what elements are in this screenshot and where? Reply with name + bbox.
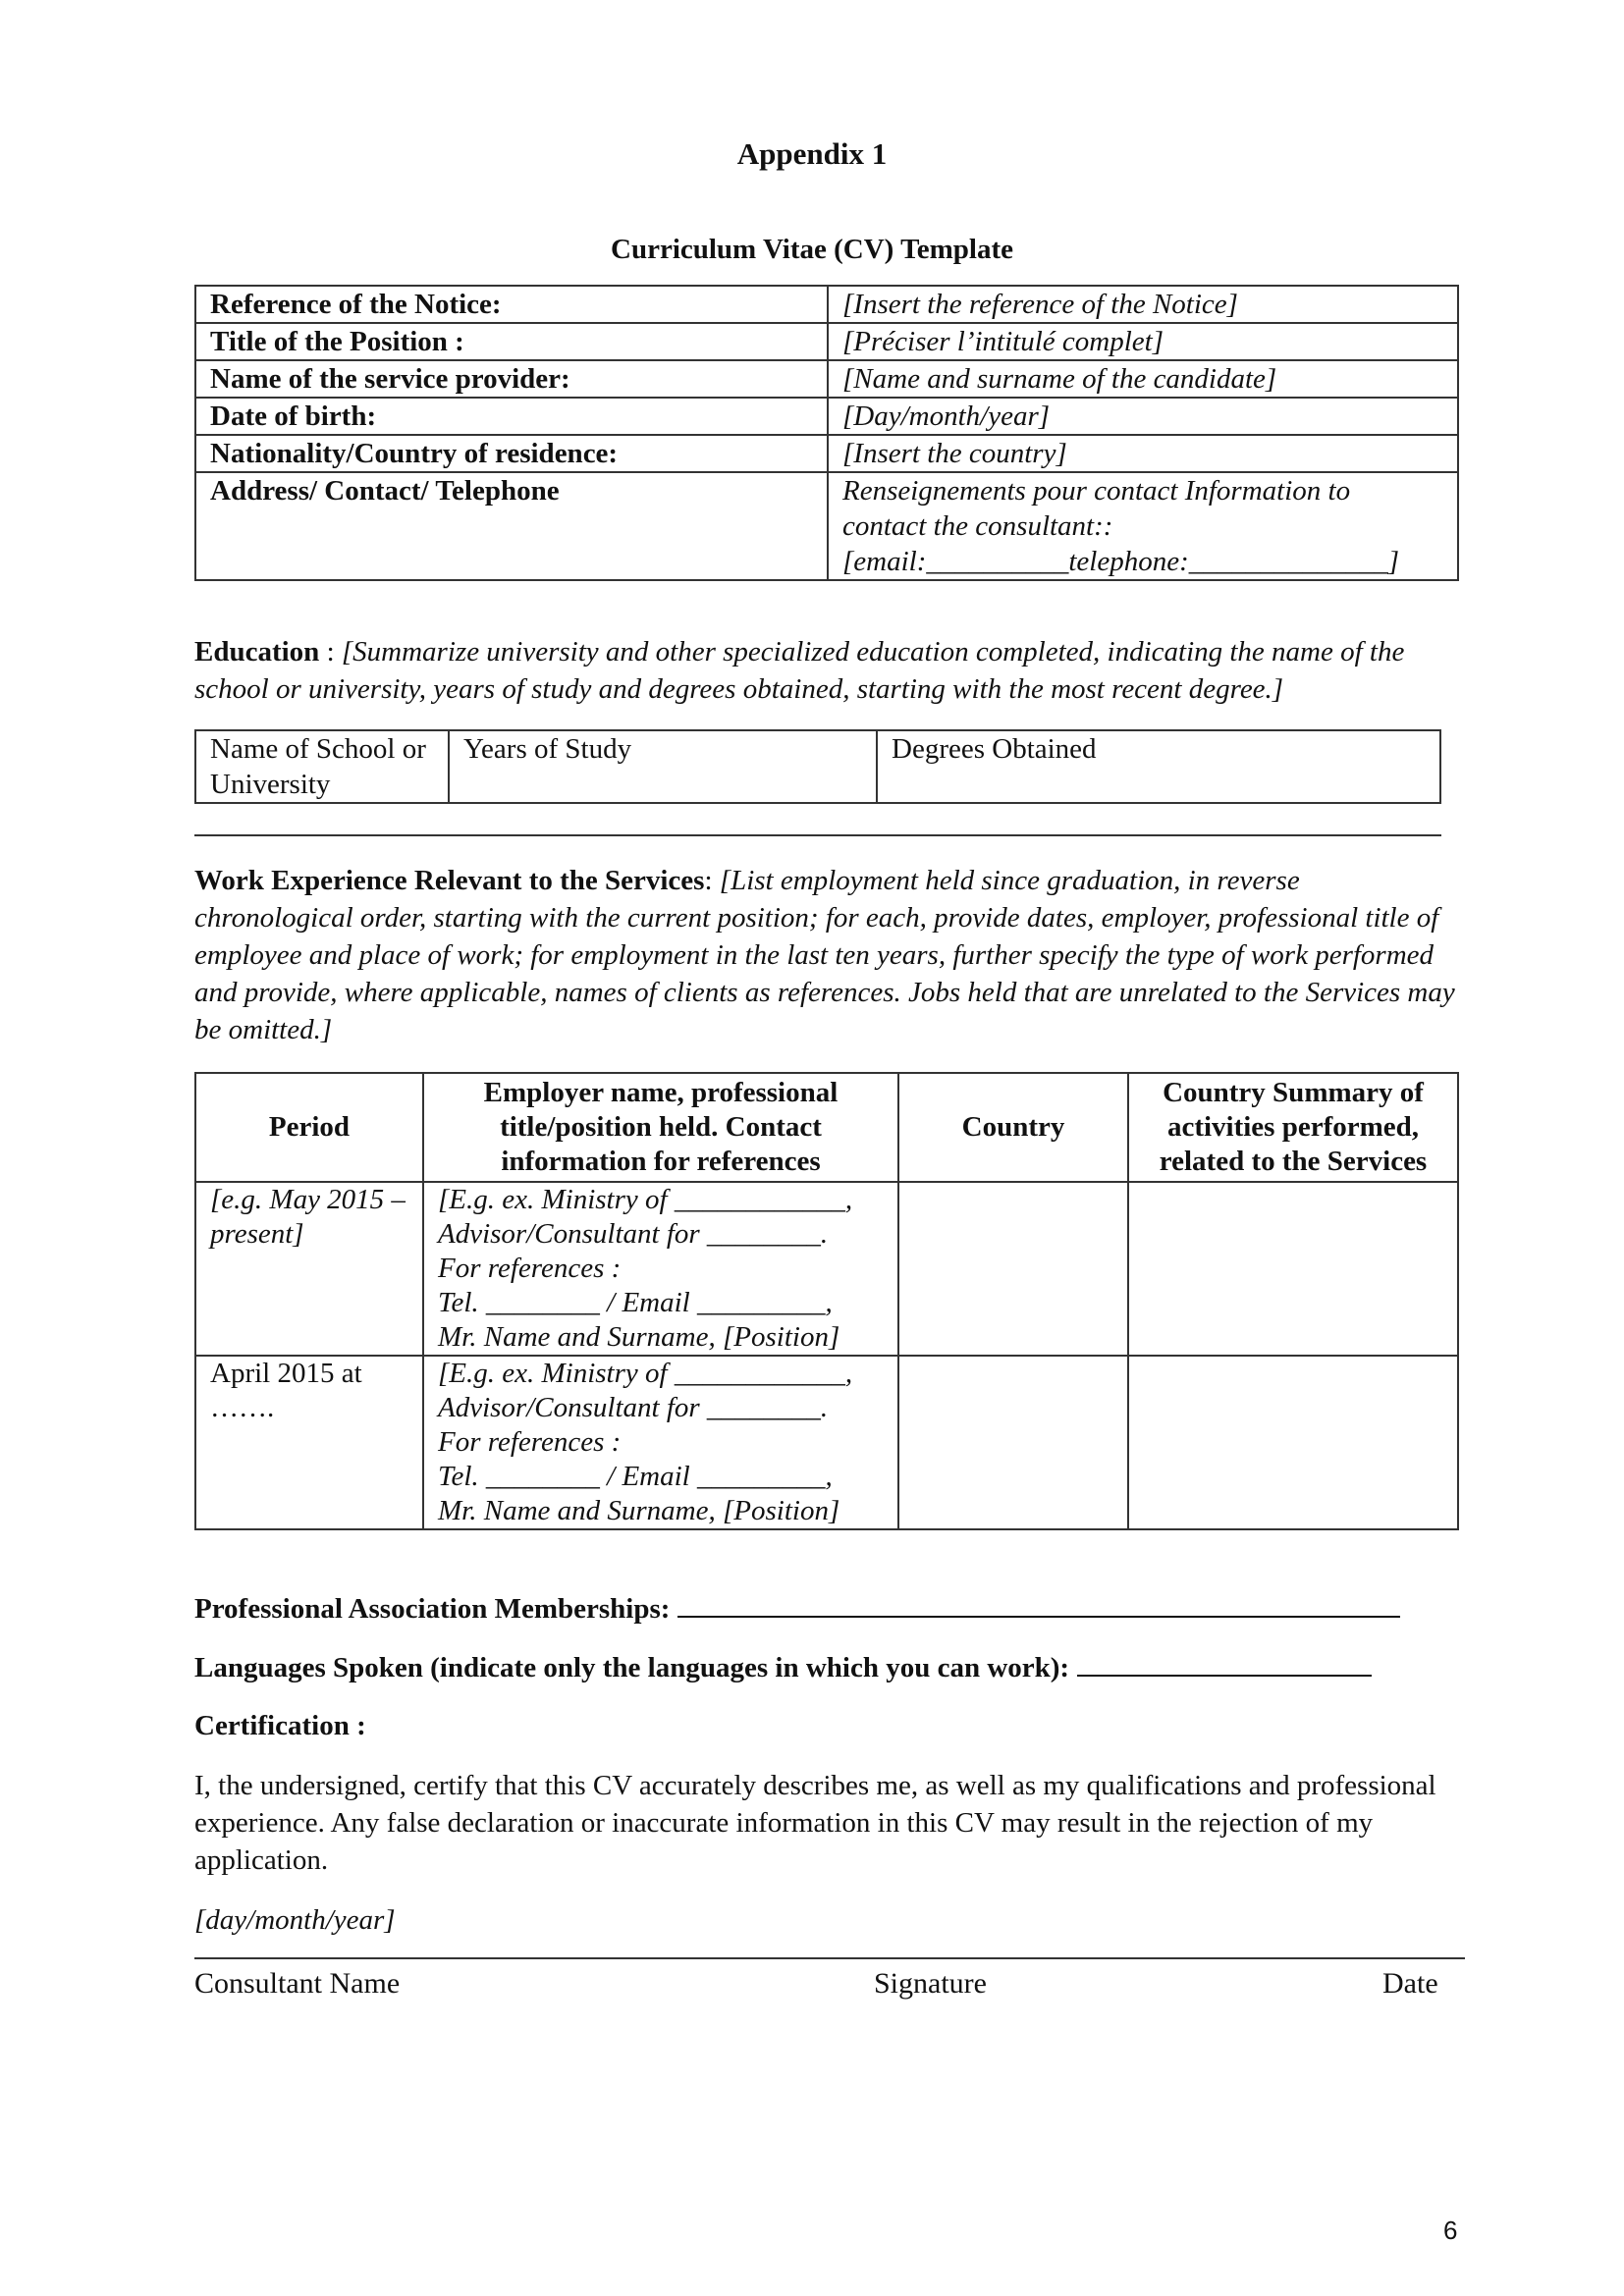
employer-line: Mr. Name and Surname, [Position]: [438, 1495, 840, 1526]
consultant-name-label: Consultant Name: [194, 1967, 401, 2000]
table-row: [195, 398, 1458, 435]
contact-line: contact the consultant::: [842, 510, 1113, 542]
period-cell[interactable]: [e.g. May 2015 – present]: [195, 1182, 423, 1356]
signature-label: Signature: [874, 1967, 987, 2000]
employer-line: Mr. Name and Surname, [Position]: [438, 1321, 840, 1353]
value-cell[interactable]: [Name and surname of the candidate]: [828, 360, 1458, 398]
country-cell[interactable]: [898, 1356, 1128, 1529]
column-header-school: Name of School or University: [195, 730, 449, 803]
contact-line: [email:__________telephone:______________]: [842, 546, 1400, 577]
employer-cell[interactable]: [423, 1356, 898, 1529]
summary-cell[interactable]: [1128, 1182, 1458, 1356]
education-section: [194, 633, 1461, 708]
value-cell[interactable]: [Day/month/year]: [828, 398, 1458, 435]
work-experience-heading: Work Experience Relevant to the Services: [194, 865, 705, 896]
label-cell: Name of the service provider:: [195, 360, 828, 398]
employer-line: For references :: [438, 1253, 622, 1284]
column-header-years: Years of Study: [449, 730, 877, 803]
employer-cell[interactable]: [423, 1182, 898, 1356]
education-heading: Education: [194, 636, 320, 667]
education-instructions: [Summarize university and other specialized education completed, indicating the name of the school or university, years of study and degrees obtained, starting with the most recent degree.]: [194, 636, 1405, 705]
table-row: [195, 472, 1458, 580]
reference-table: [194, 285, 1459, 581]
contact-line: Renseignements pour contact Information to: [842, 475, 1351, 507]
table-row: [195, 730, 1440, 803]
languages-row: [194, 1649, 1461, 1685]
label-cell: Nationality/Country of residence:: [195, 435, 828, 472]
column-header-employer: Employer name, professional title/position held. Contact information for references: [423, 1073, 898, 1182]
summary-cell[interactable]: [1128, 1356, 1458, 1529]
column-header-period: Period: [195, 1073, 423, 1182]
employer-line: [E.g. ex. Ministry of ____________,: [438, 1184, 853, 1215]
appendix-title: Appendix 1: [736, 136, 888, 171]
work-experience-separator: :: [704, 865, 720, 896]
table-row: [195, 1356, 1458, 1529]
certification-heading: Certification :: [194, 1710, 366, 1741]
table-row: [195, 435, 1458, 472]
employer-line: Advisor/Consultant for ________.: [438, 1218, 829, 1250]
employer-line: Tel. ________ / Email _________,: [438, 1461, 833, 1492]
cv-template-title: Curriculum Vitae (CV) Template: [611, 234, 1013, 265]
employer-line: For references :: [438, 1426, 622, 1458]
value-cell[interactable]: [Insert the reference of the Notice]: [828, 286, 1458, 323]
languages-field[interactable]: [1077, 1649, 1372, 1677]
label-cell: Date of birth:: [195, 398, 828, 435]
date-label: Date: [1382, 1967, 1438, 2000]
signature-line: [194, 1957, 1465, 1959]
table-header-row: [195, 1073, 1458, 1182]
divider: [194, 834, 1441, 836]
table-row: [195, 1182, 1458, 1356]
table-row: [195, 323, 1458, 360]
date-placeholder[interactable]: [day/month/year]: [194, 1904, 396, 1936]
country-cell[interactable]: [898, 1182, 1128, 1356]
value-cell[interactable]: [828, 472, 1458, 580]
education-separator: :: [319, 636, 342, 667]
employer-line: Tel. ________ / Email _________,: [438, 1287, 833, 1318]
languages-label: Languages Spoken (indicate only the languages in which you can work):: [194, 1652, 1070, 1683]
professional-association-field[interactable]: [677, 1590, 1400, 1618]
label-cell: Address/ Contact/ Telephone: [195, 472, 828, 580]
work-experience-instructions: [List employment held since graduation, in reverse chronological order, starting with the current position; for each, provide dates, employer, professional title of employee and place of work; for employment in the last ten years, further specify the type of work performed and provide, where applicable, names of clients as references. Jobs held that are unrelated to the Services may be omitted.]: [194, 865, 1455, 1045]
employer-line: [E.g. ex. Ministry of ____________,: [438, 1358, 853, 1389]
table-row: [195, 286, 1458, 323]
value-cell[interactable]: [Insert the country]: [828, 435, 1458, 472]
education-table: [194, 729, 1441, 804]
certification-statement: I, the undersigned, certify that this CV accurately describes me, as well as my qualifications and professional experience. Any false declaration or inaccurate information in this CV may result in the rejection of my application.: [194, 1770, 1436, 1876]
column-header-country: Country: [898, 1073, 1128, 1182]
value-cell[interactable]: [Préciser l’intitulé complet]: [828, 323, 1458, 360]
label-cell: Reference of the Notice:: [195, 286, 828, 323]
page-number: 6: [1443, 2216, 1458, 2245]
employer-line: Advisor/Consultant for ________.: [438, 1392, 829, 1423]
label-cell: Title of the Position :: [195, 323, 828, 360]
work-experience-section: [194, 862, 1461, 1048]
table-row: [195, 360, 1458, 398]
professional-association-row: [194, 1590, 1461, 1627]
column-header-degrees: Degrees Obtained: [877, 730, 1440, 803]
professional-association-label: Professional Association Memberships:: [194, 1593, 671, 1625]
period-cell[interactable]: April 2015 at …….: [195, 1356, 423, 1529]
work-experience-table: [194, 1072, 1459, 1530]
column-header-summary: Country Summary of activities performed, related to the Services: [1128, 1073, 1458, 1182]
